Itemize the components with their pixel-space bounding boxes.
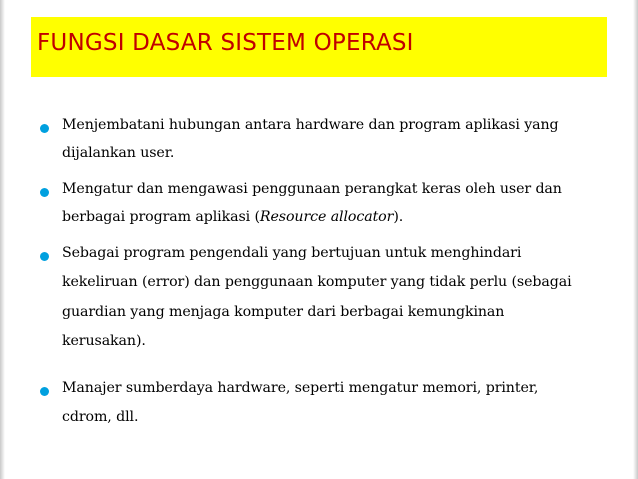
slide-title: FUNGSI DASAR SISTEM OPERASI (37, 30, 414, 56)
bullet-1-line-2: dijalankan user. (62, 145, 175, 161)
bullet-1-line-1: Menjembatani hubungan antara hardware dan program aplikasi yang (62, 117, 559, 133)
bullet-dot-icon (40, 252, 49, 261)
bullet-4-line-2: cdrom, dll. (62, 409, 139, 425)
bullet-3-line-4: kerusakan). (62, 333, 146, 349)
bullet-3-line-3: guardian yang menjaga komputer dari berbagai kemungkinan (62, 304, 505, 320)
bullet-dot-icon (40, 387, 49, 396)
bullet-2-line-1: Mengatur dan mengawasi penggunaan perangkat keras oleh user dan (62, 181, 562, 197)
bullet-2-line-2 (62, 209, 403, 225)
bullet-dot-icon (40, 124, 49, 133)
bullet-2-line-2-suffix: ). (393, 209, 404, 225)
resource-allocator-term: Resource allocator (259, 209, 394, 225)
bullet-2-line-2-prefix: berbagai program aplikasi ( (62, 209, 260, 225)
bullet-3-line-1: Sebagai program pengendali yang bertujuan untuk menghindari (62, 245, 522, 261)
bullet-3-line-2: kekeliruan (error) dan penggunaan komputer yang tidak perlu (sebagai (62, 274, 572, 290)
bullet-4-line-1: Manajer sumberdaya hardware, seperti mengatur memori, printer, (62, 380, 539, 396)
bullet-dot-icon (40, 188, 49, 197)
